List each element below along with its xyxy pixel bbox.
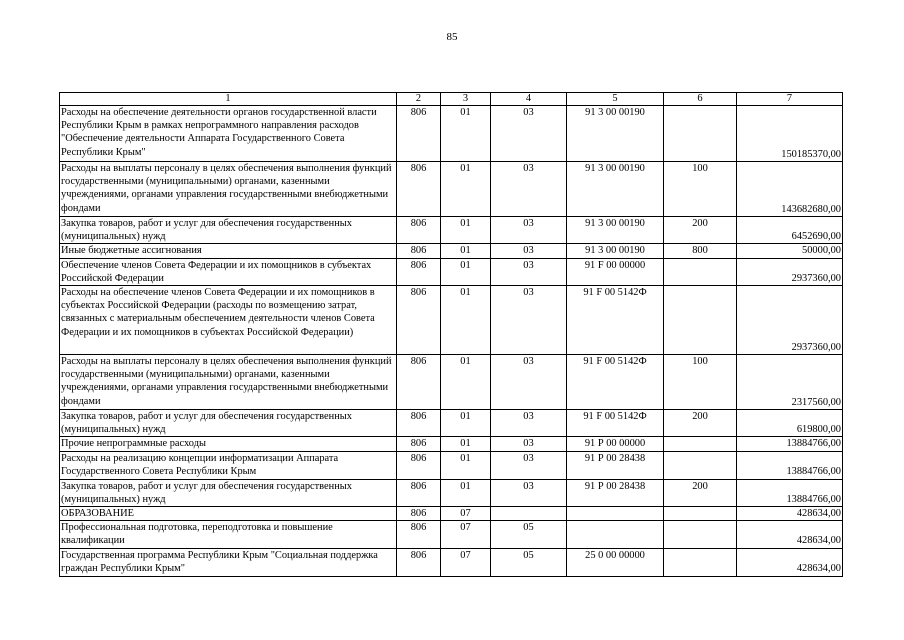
amount: 428634,00 <box>737 521 843 548</box>
column-header: 7 <box>737 93 843 106</box>
table-row <box>60 479 843 506</box>
amount: 619800,00 <box>737 410 843 437</box>
row-name: Обеспечение членов Совета Федерации и их помощников в субъектах Российской Федерации <box>60 258 397 285</box>
target-article-code: 91 Р 00 00000 <box>567 437 664 451</box>
row-name: Государственная программа Республики Крым "Социальная поддержка граждан Республики Крым" <box>60 548 397 576</box>
subsection-code: 03 <box>491 286 567 355</box>
expense-type-code: 800 <box>664 244 737 258</box>
subsection-code: 03 <box>491 355 567 410</box>
expense-type-code <box>664 106 737 162</box>
ved-code: 806 <box>397 286 441 355</box>
expense-type-code <box>664 451 737 479</box>
row-name: Закупка товаров, работ и услуг для обеспечения государственных (муниципальных) нужд <box>60 410 397 437</box>
expense-type-code: 100 <box>664 162 737 217</box>
section-code: 07 <box>441 507 491 521</box>
amount: 50000,00 <box>737 244 843 258</box>
ved-code: 806 <box>397 507 441 521</box>
amount: 428634,00 <box>737 507 843 521</box>
target-article-code: 91 3 00 00190 <box>567 244 664 258</box>
row-name: Расходы на обеспечение деятельности органов государственной власти Республики Крым в рамках непрограммного направления расходов "Обеспечение деятельности Аппарата Государственного Совета Республики Крым" <box>60 106 397 162</box>
amount: 150185370,00 <box>737 106 843 162</box>
expense-type-code: 200 <box>664 410 737 437</box>
expense-type-code <box>664 507 737 521</box>
row-name: Расходы на обеспечение членов Совета Федерации и их помощников в субъектах Российской Федерации (расходы по возмещению затрат, связанных с материальным обеспечением деятельности членов Совета Федерации и их помощников в субъектах Российской Федерации) <box>60 286 397 355</box>
amount: 2937360,00 <box>737 286 843 355</box>
target-article-code <box>567 521 664 548</box>
table-row <box>60 217 843 244</box>
amount: 428634,00 <box>737 548 843 576</box>
expense-type-code: 200 <box>664 479 737 506</box>
section-code: 07 <box>441 548 491 576</box>
budget-table <box>59 92 843 577</box>
subsection-code: 03 <box>491 479 567 506</box>
subsection-code: 03 <box>491 217 567 244</box>
amount: 13884766,00 <box>737 451 843 479</box>
target-article-code: 91 F 00 5142Ф <box>567 410 664 437</box>
section-code: 01 <box>441 410 491 437</box>
section-code: 01 <box>441 437 491 451</box>
ved-code: 806 <box>397 217 441 244</box>
ved-code: 806 <box>397 106 441 162</box>
row-name: Расходы на выплаты персоналу в целях обеспечения выполнения функций государственными (муниципальными) органами, казенными учреждениями, органами управления государственными внебюджетными фондами <box>60 162 397 217</box>
section-code: 01 <box>441 217 491 244</box>
section-code: 01 <box>441 451 491 479</box>
amount: 2317560,00 <box>737 355 843 410</box>
subsection-code: 03 <box>491 162 567 217</box>
row-name: Прочие непрограммные расходы <box>60 437 397 451</box>
table-row <box>60 451 843 479</box>
ved-code: 806 <box>397 451 441 479</box>
ved-code: 806 <box>397 479 441 506</box>
expense-type-code <box>664 548 737 576</box>
section-code: 01 <box>441 355 491 410</box>
target-article-code: 91 Р 00 28438 <box>567 451 664 479</box>
column-header: 1 <box>60 93 397 106</box>
target-article-code: 91 F 00 5142Ф <box>567 286 664 355</box>
amount: 2937360,00 <box>737 258 843 285</box>
table-row <box>60 286 843 355</box>
ved-code: 806 <box>397 410 441 437</box>
table-row <box>60 258 843 285</box>
ved-code: 806 <box>397 355 441 410</box>
section-code: 07 <box>441 521 491 548</box>
target-article-code <box>567 507 664 521</box>
table-row <box>60 548 843 576</box>
ved-code: 806 <box>397 437 441 451</box>
row-name: ОБРАЗОВАНИЕ <box>60 507 397 521</box>
target-article-code: 91 3 00 00190 <box>567 217 664 244</box>
row-name: Закупка товаров, работ и услуг для обеспечения государственных (муниципальных) нужд <box>60 479 397 506</box>
subsection-code: 05 <box>491 548 567 576</box>
target-article-code: 25 0 00 00000 <box>567 548 664 576</box>
subsection-code: 03 <box>491 244 567 258</box>
ved-code: 806 <box>397 162 441 217</box>
table-header-row <box>60 93 843 106</box>
expense-type-code <box>664 521 737 548</box>
column-header: 3 <box>441 93 491 106</box>
section-code: 01 <box>441 244 491 258</box>
ved-code: 806 <box>397 521 441 548</box>
subsection-code: 05 <box>491 521 567 548</box>
column-header: 4 <box>491 93 567 106</box>
ved-code: 806 <box>397 258 441 285</box>
row-name: Расходы на реализацию концепции информатизации Аппарата Государственного Совета Республики Крым <box>60 451 397 479</box>
section-code: 01 <box>441 479 491 506</box>
subsection-code: 03 <box>491 410 567 437</box>
expense-type-code: 200 <box>664 217 737 244</box>
table-row <box>60 410 843 437</box>
amount: 6452690,00 <box>737 217 843 244</box>
row-name: Закупка товаров, работ и услуг для обеспечения государственных (муниципальных) нужд <box>60 217 397 244</box>
target-article-code: 91 F 00 5142Ф <box>567 355 664 410</box>
expense-type-code: 100 <box>664 355 737 410</box>
section-code: 01 <box>441 162 491 217</box>
subsection-code: 03 <box>491 451 567 479</box>
amount: 13884766,00 <box>737 479 843 506</box>
target-article-code: 91 3 00 00190 <box>567 106 664 162</box>
target-article-code: 91 F 00 00000 <box>567 258 664 285</box>
target-article-code: 91 Р 00 28438 <box>567 479 664 506</box>
table-row <box>60 355 843 410</box>
ved-code: 806 <box>397 548 441 576</box>
subsection-code: 03 <box>491 437 567 451</box>
table-row <box>60 106 843 162</box>
subsection-code: 03 <box>491 106 567 162</box>
amount: 143682680,00 <box>737 162 843 217</box>
expense-type-code <box>664 437 737 451</box>
row-name: Профессиональная подготовка, переподготовка и повышение квалификации <box>60 521 397 548</box>
subsection-code <box>491 507 567 521</box>
table-row <box>60 507 843 521</box>
table-row <box>60 437 843 451</box>
table-row <box>60 244 843 258</box>
row-name: Иные бюджетные ассигнования <box>60 244 397 258</box>
column-header: 6 <box>664 93 737 106</box>
table-row <box>60 162 843 217</box>
target-article-code: 91 3 00 00190 <box>567 162 664 217</box>
expense-type-code <box>664 286 737 355</box>
section-code: 01 <box>441 258 491 285</box>
section-code: 01 <box>441 286 491 355</box>
amount: 13884766,00 <box>737 437 843 451</box>
table-row <box>60 521 843 548</box>
column-header: 5 <box>567 93 664 106</box>
page-number: 85 <box>446 31 458 43</box>
ved-code: 806 <box>397 244 441 258</box>
expense-type-code <box>664 258 737 285</box>
subsection-code: 03 <box>491 258 567 285</box>
section-code: 01 <box>441 106 491 162</box>
column-header: 2 <box>397 93 441 106</box>
row-name: Расходы на выплаты персоналу в целях обеспечения выполнения функций государственными (муниципальными) органами, казенными учреждениями, органами управления государственными внебюджетными фондами <box>60 355 397 410</box>
